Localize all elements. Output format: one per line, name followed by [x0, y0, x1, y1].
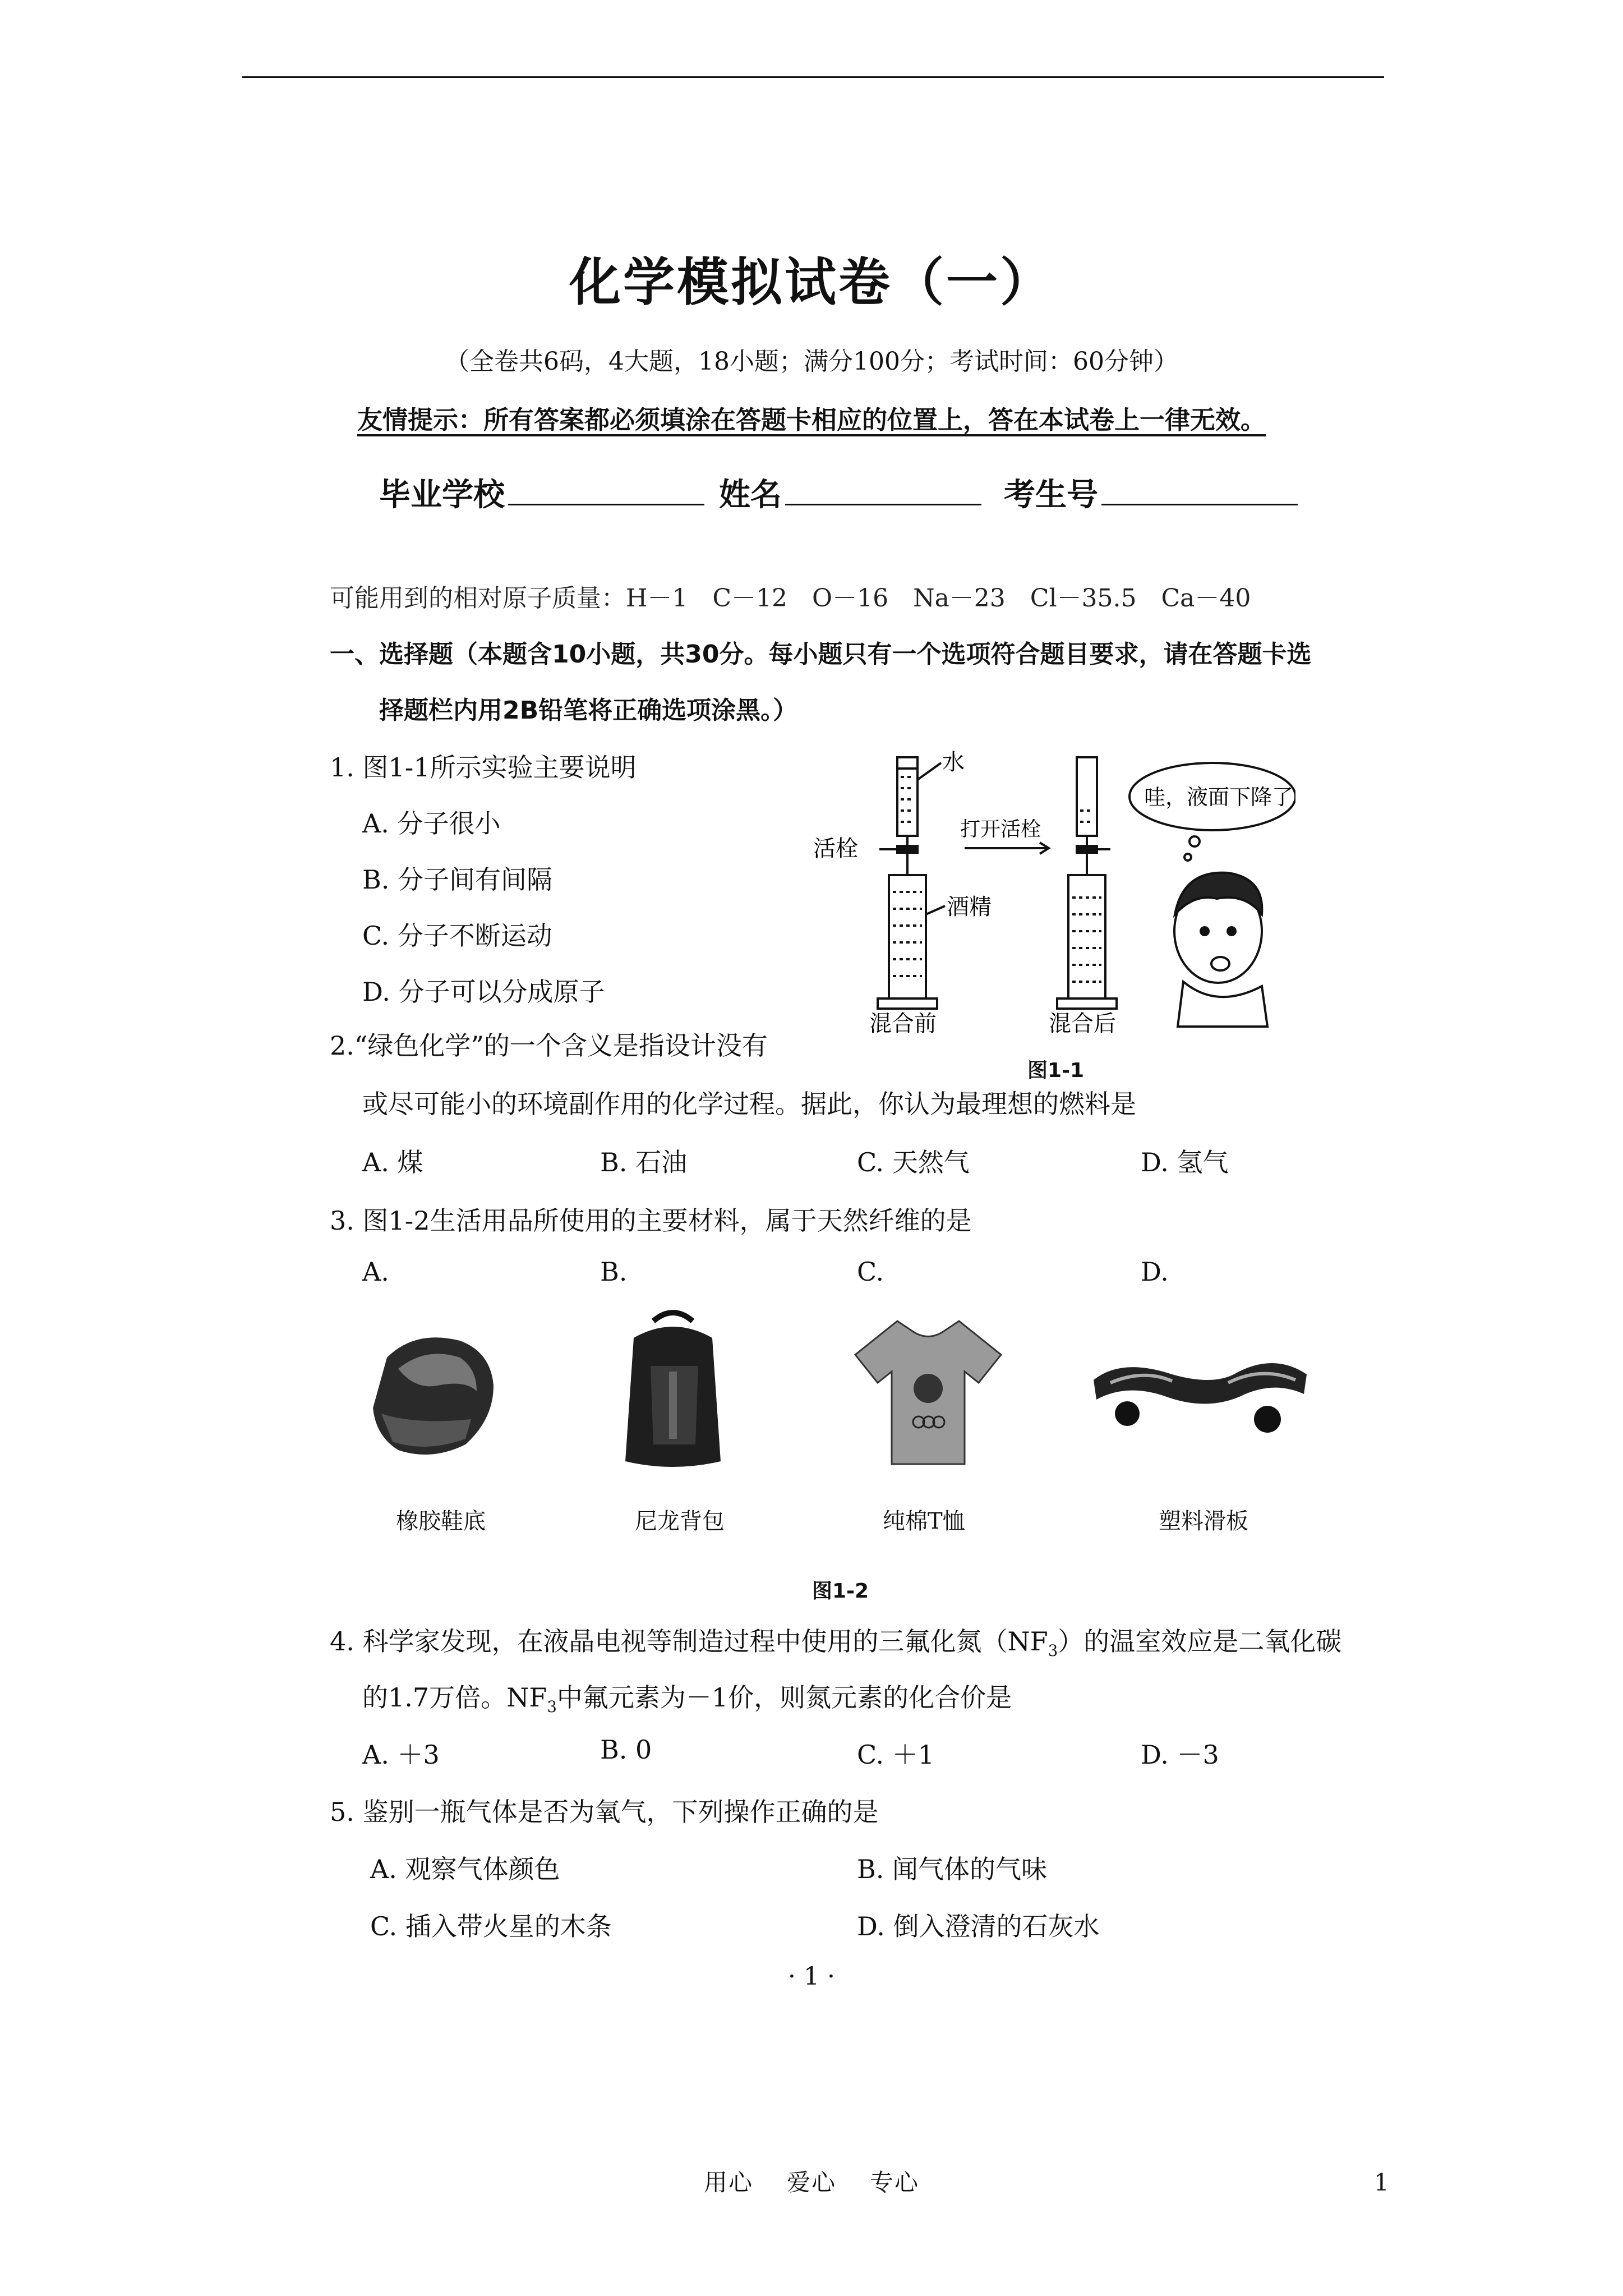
- question-2-stem-line2: 或尽可能小的环境副作用的化学过程。据此，你认为最理想的燃料是: [362, 1089, 1136, 1119]
- before-label: 混合前: [869, 1011, 937, 1037]
- figure-1-2-caption: 图1-2: [812, 1580, 869, 1603]
- plastic-skateboard-image: [1088, 1335, 1312, 1447]
- exam-info: （全卷共6码，4大题，18小题；满分100分；考试时间：60分钟）: [445, 347, 1178, 376]
- item-b-caption: 尼龙背包: [635, 1508, 725, 1534]
- item-d-caption: 塑料滑板: [1159, 1508, 1248, 1534]
- alcohol-label: 酒精: [947, 894, 992, 920]
- question-2-stem-line1: 2.“绿色化学”的一个含义是指设计没有: [330, 1030, 768, 1061]
- question-1-option-b: B. 分子间有间隔: [362, 864, 553, 895]
- friendly-tip: 友情提示：所有答案都必须填涂在答题卡相应的位置上，答在本试卷上一律无效。: [357, 405, 1266, 435]
- speech-bubble-text: 哇，液面下降了!: [1144, 785, 1295, 809]
- question-4-option-a: A. ＋3: [362, 1740, 440, 1770]
- question-1-stem: 1. 图1-1所示实验主要说明: [330, 752, 637, 783]
- question-4-option-c: C. ＋1: [857, 1740, 935, 1770]
- valve-label: 活栓: [813, 836, 858, 862]
- exam-number-field: [1004, 470, 1298, 515]
- question-1-option-a: A. 分子很小: [362, 808, 501, 839]
- item-c-caption: 纯棉T恤: [883, 1508, 965, 1534]
- nylon-backpack-image: [620, 1304, 726, 1473]
- name-label: 姓名: [719, 477, 782, 513]
- rubber-shoe-sole-image: [365, 1324, 499, 1464]
- footer-item-3: 专心: [870, 2169, 920, 2196]
- question-3-letter-a: A.: [362, 1257, 389, 1287]
- atomic-masses: 可能用到的相对原子质量：H－1 C－12 O－16 Na－23 Cl－35.5 Ca－40: [330, 584, 1251, 613]
- question-4-stem-line2: 的1.7万倍。$NF_3$中氟元素为－1价，则氮元素的化合价是: [362, 1682, 1012, 1717]
- item-a-caption: 橡胶鞋底: [396, 1508, 486, 1534]
- question-5-stem: 5. 鉴别一瓶气体是否为氧气，下列操作正确的是: [330, 1797, 879, 1827]
- question-4-option-b: B. 0: [600, 1734, 652, 1765]
- question-2-option-d: D. 氢气: [1141, 1147, 1229, 1177]
- page-number: · 1 ·: [788, 1962, 835, 1991]
- after-label: 混合后: [1049, 1011, 1116, 1037]
- exam-number-blank[interactable]: [1101, 477, 1298, 505]
- question-3-letter-b: B.: [600, 1257, 628, 1287]
- question-4-option-d: D. －3: [1141, 1740, 1219, 1770]
- question-5-option-c: C. 插入带火星的木条: [370, 1911, 612, 1941]
- mixing-apparatus-illustration: [813, 746, 1295, 1038]
- question-2-option-b: B. 石油: [600, 1147, 688, 1177]
- school-blank[interactable]: [508, 477, 704, 505]
- page-title: 化学模拟试卷（一）: [569, 252, 1054, 312]
- footer-item-2: 爱心: [786, 2169, 836, 2196]
- question-3-letter-c: C.: [857, 1257, 884, 1287]
- school-label: 毕业学校: [379, 477, 505, 513]
- question-4-stem-line1: 4. 科学家发现，在液晶电视等制造过程中使用的三氟化氮$(NF_3)$的温室效应是二氧化碳: [330, 1626, 1342, 1660]
- section-heading-line1: 一、选择题（本题含10小题，共30分。每小题只有一个选项符合题目要求，请在答题卡选: [330, 640, 1312, 669]
- question-3-letter-d: D.: [1141, 1257, 1169, 1287]
- question-2-option-c: C. 天然气: [857, 1147, 970, 1177]
- figure-1-1: [813, 746, 1295, 1038]
- school-field: [379, 470, 704, 515]
- name-field: [719, 470, 981, 515]
- footer-item-1: 用心: [703, 2169, 753, 2196]
- water-label: 水: [942, 749, 965, 775]
- question-5-option-d: D. 倒入澄清的石灰水: [857, 1911, 1100, 1941]
- question-5-option-a: A. 观察气体颜色: [370, 1854, 560, 1884]
- question-5-option-b: B. 闻气体的气味: [857, 1854, 1048, 1884]
- section-heading-line2: 择题栏内用2B铅笔将正确选项涂黑。）: [379, 696, 798, 725]
- cotton-tshirt-image: [852, 1315, 1004, 1467]
- open-valve-label: 打开活栓: [960, 818, 1041, 841]
- question-2-option-a: A. 煤: [362, 1147, 423, 1177]
- question-3-stem: 3. 图1-2生活用品所使用的主要材料，属于天然纤维的是: [330, 1205, 972, 1236]
- figure-1-1-caption: 图1-1: [1027, 1059, 1085, 1082]
- question-1-option-d: D. 分子可以分成原子: [362, 977, 605, 1007]
- top-rule: [242, 76, 1384, 78]
- footer-page-number: 1: [1374, 2169, 1389, 2196]
- question-1-option-c: C. 分子不断运动: [362, 921, 552, 951]
- name-blank[interactable]: [785, 477, 981, 505]
- exam-number-label: 考生号: [1004, 477, 1098, 513]
